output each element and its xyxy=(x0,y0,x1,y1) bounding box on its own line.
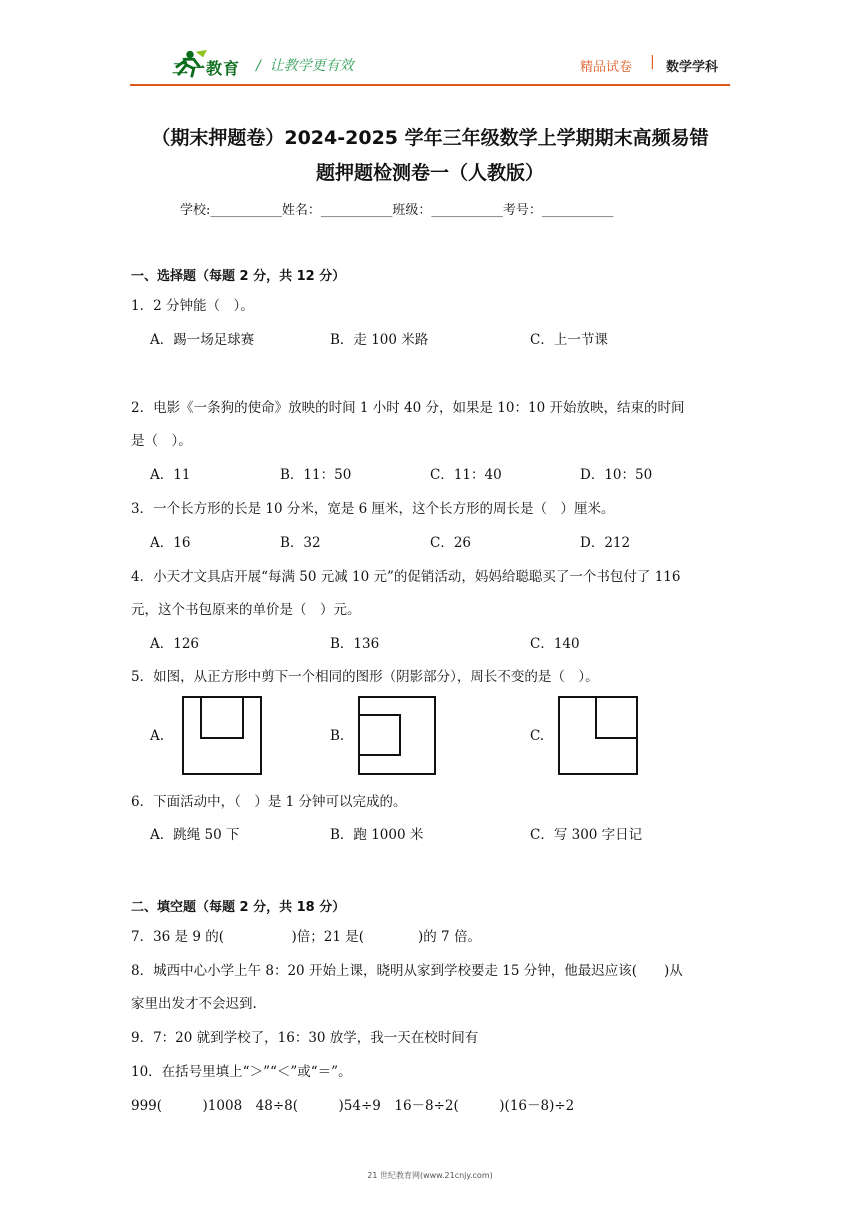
q5-option-c: C. xyxy=(530,728,545,744)
question-10: 10．在括号里填上“＞”“＜”或“＝”。 xyxy=(131,1064,352,1080)
question-7: 7．36 是 9 的( )倍；21 是( )的 7 倍。 xyxy=(131,929,481,945)
section-heading-fill: 二、填空题（每题 2 分，共 18 分） xyxy=(131,900,346,915)
page-title-line1: （期末押题卷）2024-2025 学年三年级数学上学期期末高频易错 xyxy=(151,127,709,149)
question-6: 6．下面活动中，（ ）是 1 分钟可以完成的。 xyxy=(131,794,407,810)
q3-option-a: A．16 xyxy=(150,535,191,551)
q5-figure-a xyxy=(182,696,264,776)
q2-option-b: B．11：50 xyxy=(280,467,352,483)
q5-figure-b xyxy=(358,696,438,776)
tag-separator: | xyxy=(650,54,655,70)
q6-option-c: C．写 300 字日记 xyxy=(530,827,643,843)
q4-option-a: A．126 xyxy=(150,636,200,652)
question-10-expression: 999( )1008 48÷8( )54÷9 16－8÷2( )(16－8)÷2 xyxy=(131,1098,575,1114)
q4-option-b: B．136 xyxy=(330,636,380,652)
question-3: 3．一个长方形的长是 10 分米，宽是 6 厘米，这个长方形的周长是（ ）厘米。 xyxy=(131,501,615,517)
q3-option-d: D．212 xyxy=(580,535,631,551)
q2-option-c: C．11：40 xyxy=(430,467,502,483)
tag-subject: 数学学科 xyxy=(666,60,719,75)
student-info-line: 学校:___________姓名：___________班级：___________考号：___________ xyxy=(180,203,614,218)
question-4-line1: 4．小天才文具店开展“每满 50 元减 10 元”的促销活动，妈妈给聪聪买了一个书包付了 116 xyxy=(131,569,681,585)
question-8-line2: 家里出发才不会迟到. xyxy=(131,996,257,1012)
q5-figure-c xyxy=(558,696,640,776)
brand-name: 二一教育 xyxy=(172,59,241,78)
q6-option-a: A．跳绳 50 下 xyxy=(150,827,240,843)
q1-option-b: B．走 100 米路 xyxy=(330,332,429,348)
page-footer: 21 世纪教育网(www.21cnjy.com) xyxy=(367,1171,493,1180)
question-1: 1．2 分钟能（ ）。 xyxy=(131,298,254,314)
question-2-line1: 2．电影《一条狗的使命》放映的时间 1 小时 40 分，如果是 10：10 开始放映，结束的时间 xyxy=(131,400,685,416)
q4-option-c: C．140 xyxy=(530,636,580,652)
question-8-line1: 8．城西中心小学上午 8：20 开始上课，晓明从家到学校要走 15 分钟，他最迟应该( )从 xyxy=(131,963,683,979)
question-2-line2: 是（ ）。 xyxy=(131,433,192,449)
page-title-line2: 题押题检测卷一（人教版） xyxy=(315,162,544,184)
q2-option-d: D．10：50 xyxy=(580,467,653,483)
q1-option-c: C．上一节课 xyxy=(530,332,608,348)
header-divider xyxy=(130,84,730,86)
question-4-line2: 元，这个书包原来的单价是（ ）元。 xyxy=(131,602,361,618)
section-heading-choice: 一、选择题（每题 2 分，共 12 分） xyxy=(131,269,346,284)
q5-option-b: B. xyxy=(330,728,345,744)
q5-option-a: A. xyxy=(150,728,165,744)
question-9: 9．7：20 就到学校了，16：30 放学，我一天在校时间有 xyxy=(131,1030,479,1046)
brand-slogan: / 让教学更有效 xyxy=(256,58,354,74)
q3-option-b: B．32 xyxy=(280,535,321,551)
q3-option-c: C．26 xyxy=(430,535,472,551)
q2-option-a: A．11 xyxy=(150,467,191,483)
question-5: 5．如图，从正方形中剪下一个相同的图形（阴影部分），周长不变的是（ ）。 xyxy=(131,669,599,685)
q1-option-a: A．踢一场足球赛 xyxy=(150,332,255,348)
tag-premium: 精品试卷 xyxy=(580,60,633,75)
q6-option-b: B．跑 1000 米 xyxy=(330,827,424,843)
